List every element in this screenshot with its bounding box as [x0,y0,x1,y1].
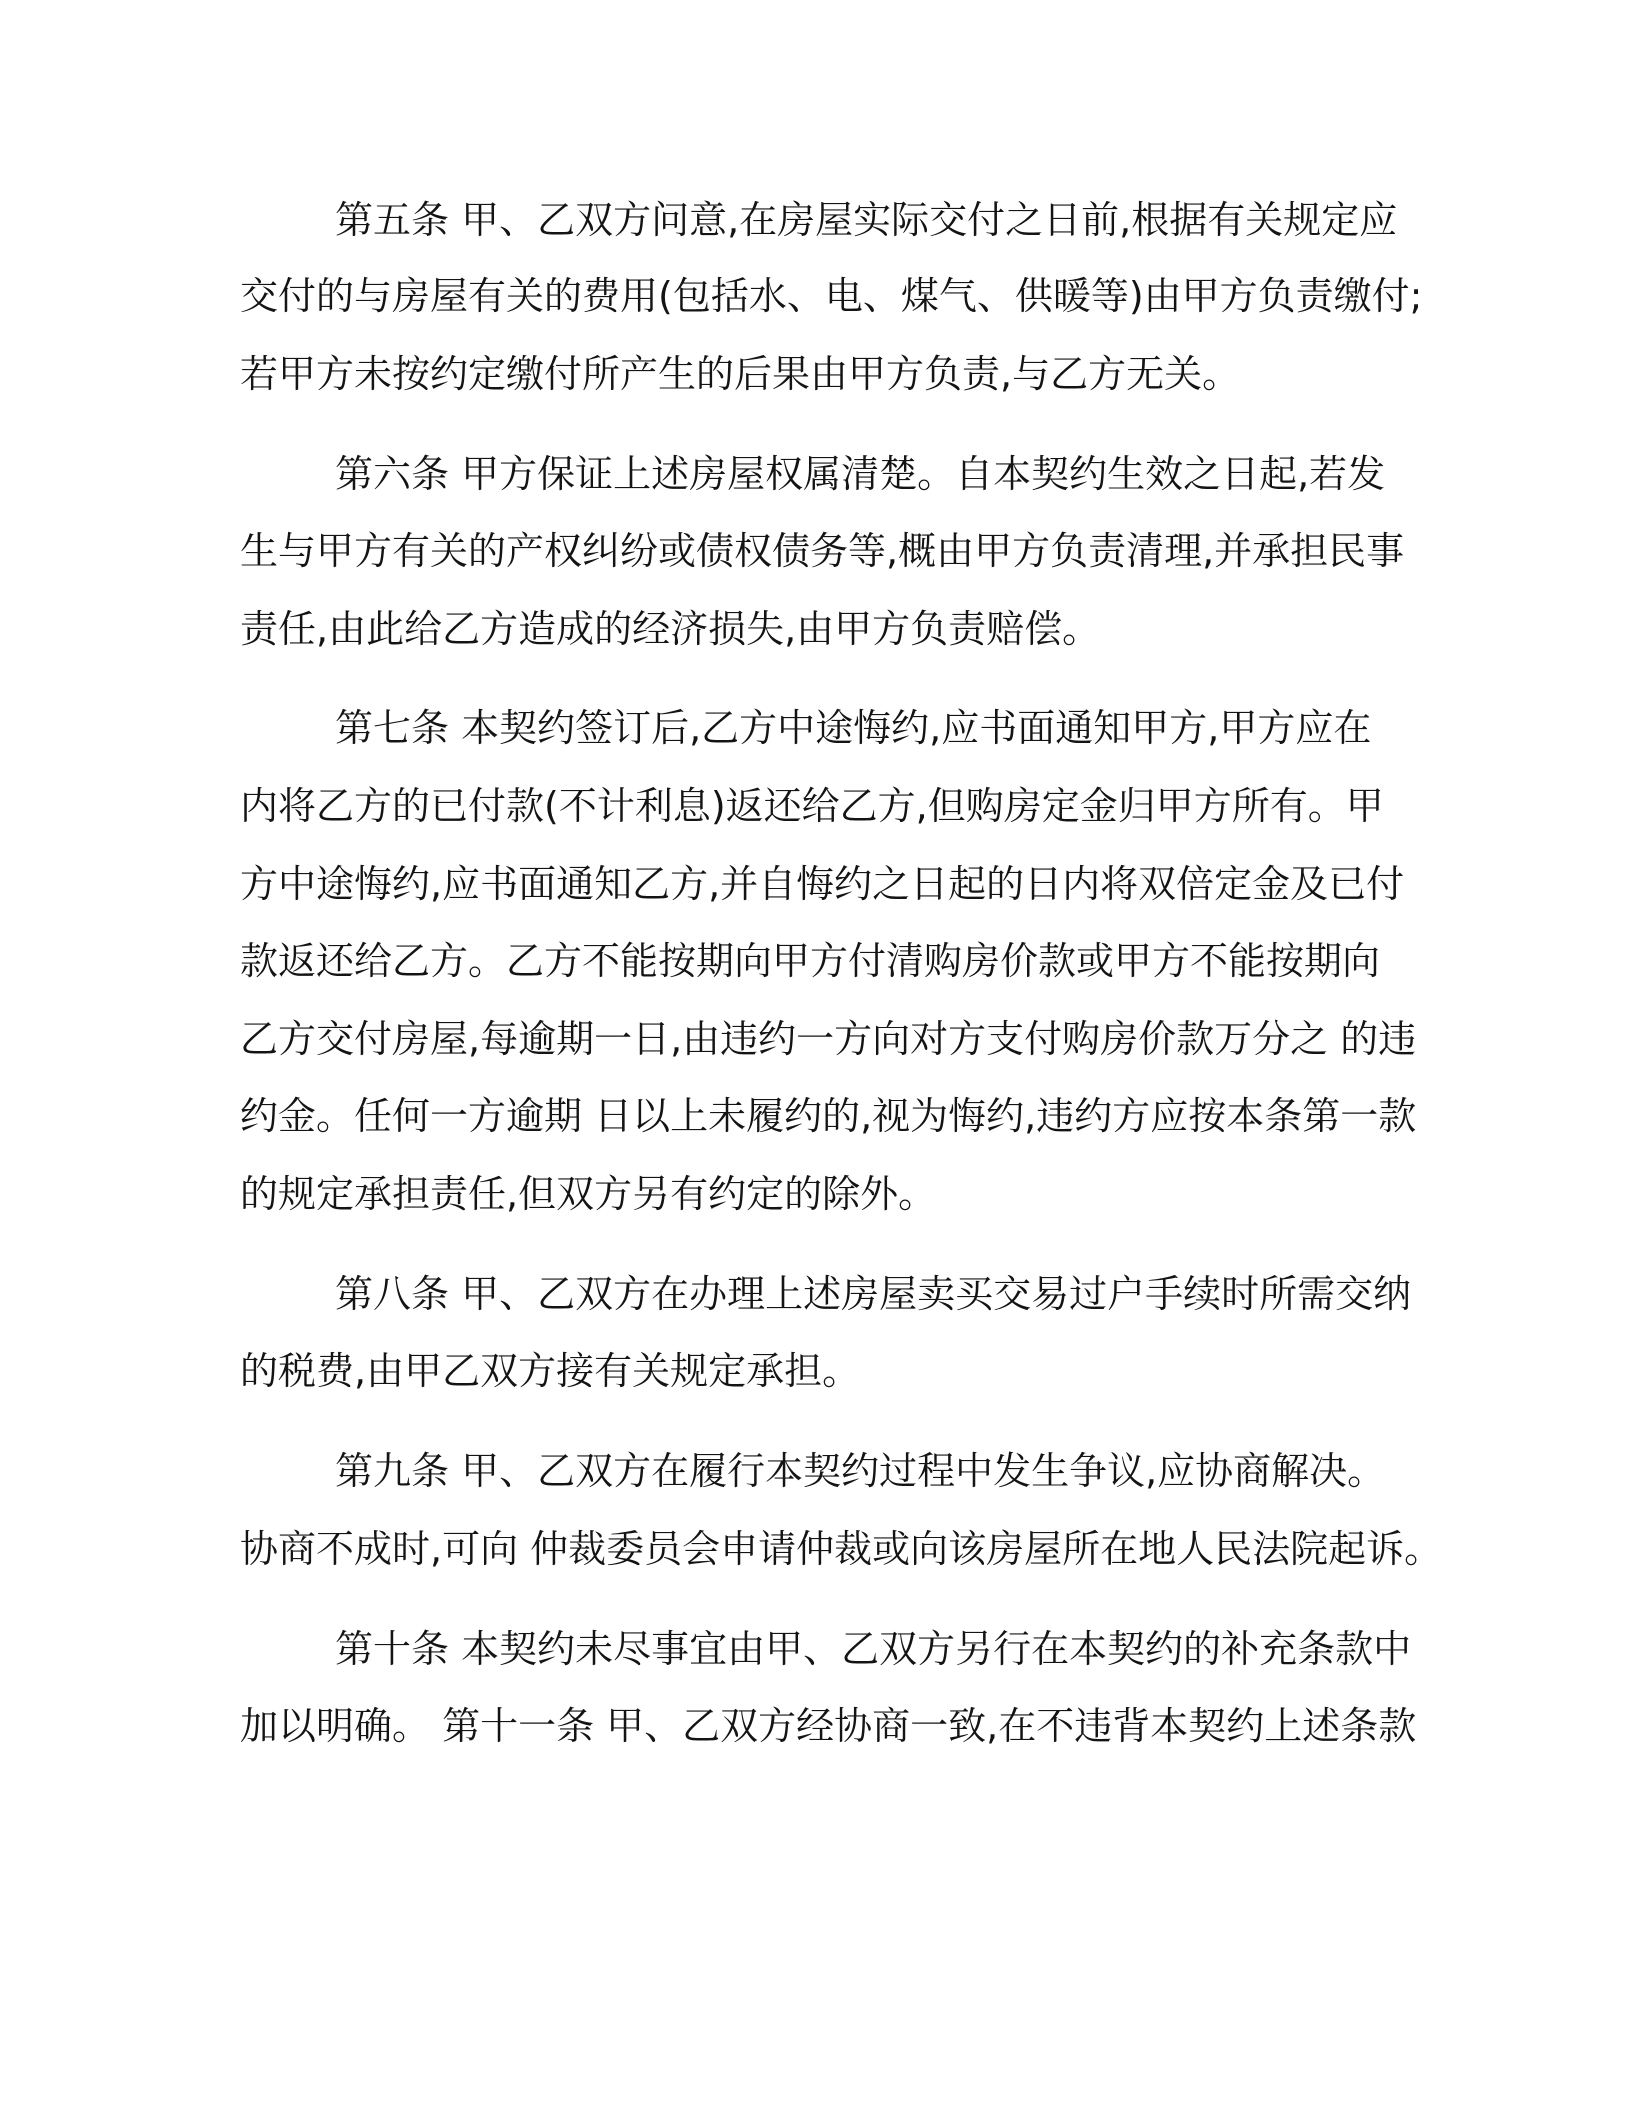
article-10-line-2: 加以明确。 第十一条 甲、乙双方经协商一致,在不违背本契约上述条款 [240,1704,1417,1748]
article-5-line-1: 第五条 甲、乙双方问意,在房屋实际交付之日前,根据有关规定应 [335,198,1398,242]
article-7-line-5: 乙方交付房屋,每逾期一日,由违约一方向对方支付购房价款万分之 的违 [240,1017,1417,1061]
article-10-line-1: 第十条 本契约未尽事宜由甲、乙双方另行在本契约的补充条款中 [335,1627,1412,1671]
article-8-line-2: 的税费,由甲乙双方接有关规定承担。 [240,1349,861,1393]
article-6-line-2: 生与甲方有关的产权纠纷或债权债务等,概由甲方负责清理,并承担民事 [240,529,1405,573]
article-7-line-7: 的规定承担责任,但双方另有约定的除外。 [240,1172,937,1216]
article-7-line-6: 约金。任何一方逾期 日以上未履约的,视为悔约,违约方应按本条第一款 [240,1094,1417,1138]
article-6-line-1: 第六条 甲方保证上述房屋权属清楚。自本契约生效之日起,若发 [335,452,1386,496]
article-5-line-2: 交付的与房屋有关的费用(包括水、电、煤气、供暖等)由甲方负责缴付; [240,274,1423,318]
article-7-line-1: 第七条 本契约签订后,乙方中途悔约,应书面通知甲方,甲方应在 [335,706,1372,750]
article-7-line-3: 方中途悔约,应书面通知乙方,并自悔约之日起的日内将双倍定金及已付 [240,862,1405,906]
article-5-line-3: 若甲方未按约定缴付所产生的后果由甲方负责,与乙方无关。 [240,352,1241,396]
article-7-line-2: 内将乙方的已付款(不计利息)返还给乙方,但购房定金归甲方所有。甲 [240,784,1384,828]
article-7-line-4: 款返还给乙方。乙方不能按期向甲方付清购房价款或甲方不能按期向 [240,939,1381,983]
article-9-line-1: 第九条 甲、乙双方在履行本契约过程中发生争议,应协商解决。 [335,1449,1386,1493]
article-8-line-1: 第八条 甲、乙双方在办理上述房屋卖买交易过户手续时所需交纳 [335,1272,1412,1316]
article-6-line-3: 责任,由此给乙方造成的经济损失,由甲方负责赔偿。 [240,607,1101,651]
article-9-line-2: 协商不成时,可向 仲裁委员会申请仲裁或向该房屋所在地人民法院起诉。 [240,1527,1443,1571]
